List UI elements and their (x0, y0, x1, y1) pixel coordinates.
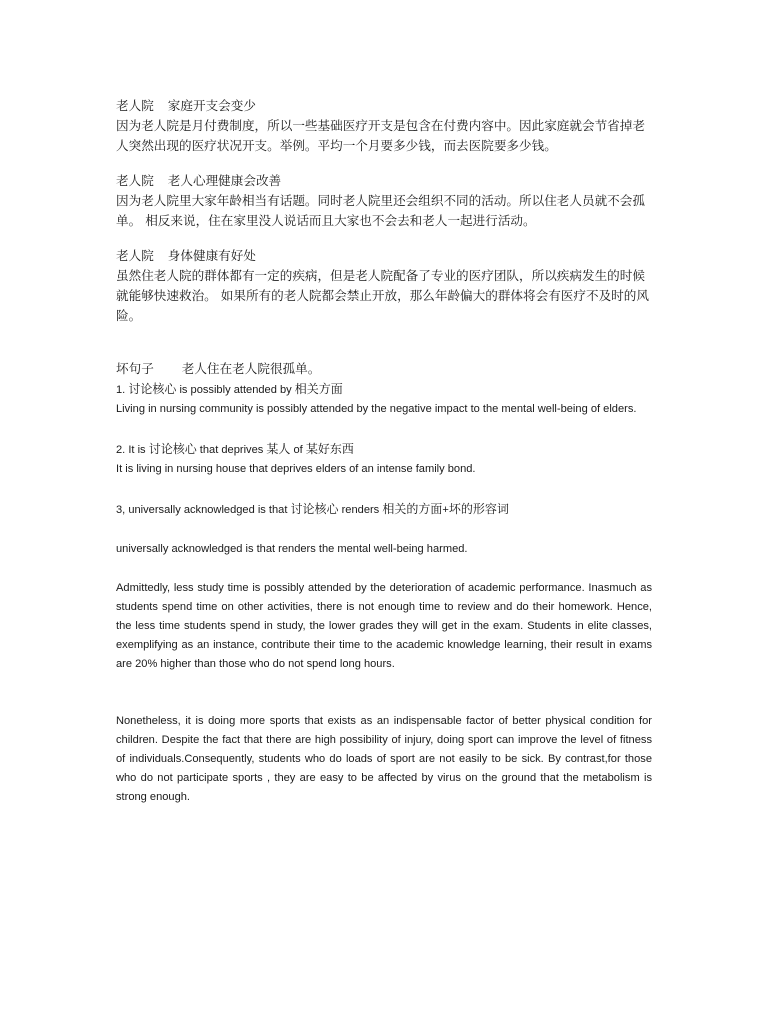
pattern-prefix: 2. It is (116, 444, 149, 456)
pattern-prefix: 3, universally acknowledged is that (116, 504, 291, 516)
pattern-prefix: 1. (116, 384, 129, 396)
pattern-example: Living in nursing community is possibly attended by the negative impact to the mental well-being of elders. (116, 403, 637, 415)
bad-sentence-text: 老人住在老人院很孤单。 (181, 361, 321, 376)
pattern-keyword: + (442, 504, 449, 516)
pattern-placeholder: 讨论核心 (128, 382, 177, 396)
section-topic: 老人院 (116, 98, 154, 113)
essay-paragraph: Admittedly, less study time is possibly attended by the deterioration of academic performance. Inasmuch as students spend time on other activities, there is not enough time to review and do their homework. Hence, the less time students spend in study, the lower grades they will get in the exam. Students in elite classes, exemplifying as an instance, contribute their time to the academic knowledge learning, their result in exams are 20% higher than those who do not spend long hours. (116, 582, 652, 670)
pattern-rule (116, 499, 652, 520)
bad-sentence-heading (116, 359, 652, 379)
section-heading (116, 96, 652, 116)
section-topic: 老人院 (116, 173, 154, 188)
pattern-placeholder: 某好东西 (305, 442, 354, 456)
section-heading (116, 246, 652, 266)
document-page (116, 96, 652, 807)
pattern-placeholder: 坏的形容词 (448, 502, 509, 516)
pattern-keyword: renders (338, 504, 383, 516)
pattern-placeholder: 讨论核心 (148, 442, 197, 456)
pattern-keyword: that deprives (196, 444, 267, 456)
pattern-rule (116, 379, 652, 400)
bad-sentence-label: 坏句子 (116, 361, 154, 376)
pattern-example: universally acknowledged is that renders the mental well-being harmed. (116, 543, 468, 555)
section-point: 身体健康有好处 (167, 248, 256, 263)
pattern-placeholder: 某人 (266, 442, 291, 456)
pattern-placeholder: 相关方面 (294, 382, 343, 396)
section-body: 因为老人院是月付费制度，所以一些基础医疗开支是包含在付费内容中。因此家庭就会节省掉老人突然出现的医疗状况开支。举例。平均一个月要多少钱，而去医院要多少钱。 (116, 118, 645, 153)
section-topic: 老人院 (116, 248, 154, 263)
section-point: 家庭开支会变少 (167, 98, 256, 113)
pattern-keyword: is possibly attended by (176, 384, 295, 396)
section-point: 老人心理健康会改善 (167, 173, 282, 188)
pattern-keyword: of (290, 444, 306, 456)
section-heading (116, 171, 652, 191)
pattern-placeholder: 讨论核心 (290, 502, 339, 516)
section-body: 因为老人院里大家年龄相当有话题。同时老人院里还会组织不同的活动。所以住老人员就不会孤单。 相反来说，住在家里没人说话而且大家也不会去和老人一起进行活动。 (116, 193, 645, 228)
section-body: 虽然住老人院的群体都有一定的疾病，但是老人院配备了专业的医疗团队，所以疾病发生的时候就能够快速救治。 如果所有的老人院都会禁止开放，那么年龄偏大的群体将会有医疗不及时的风险。 (116, 268, 649, 323)
essay-paragraph: Nonetheless, it is doing more sports that exists as an indispensable factor of better physical condition for children. Despite the fact that there are high possibility of injury, doing sport can improve the level of fitness of individuals.Consequently, students who do loads of sport are not easily to be sick. By contrast,for those who do not participate sports , they are easy to be affected by virus on the ground that the metabolism is strong enough. (116, 715, 652, 803)
pattern-example: It is living in nursing house that deprives elders of an intense family bond. (116, 463, 476, 475)
pattern-rule (116, 439, 652, 460)
pattern-placeholder: 相关的方面 (382, 502, 443, 516)
